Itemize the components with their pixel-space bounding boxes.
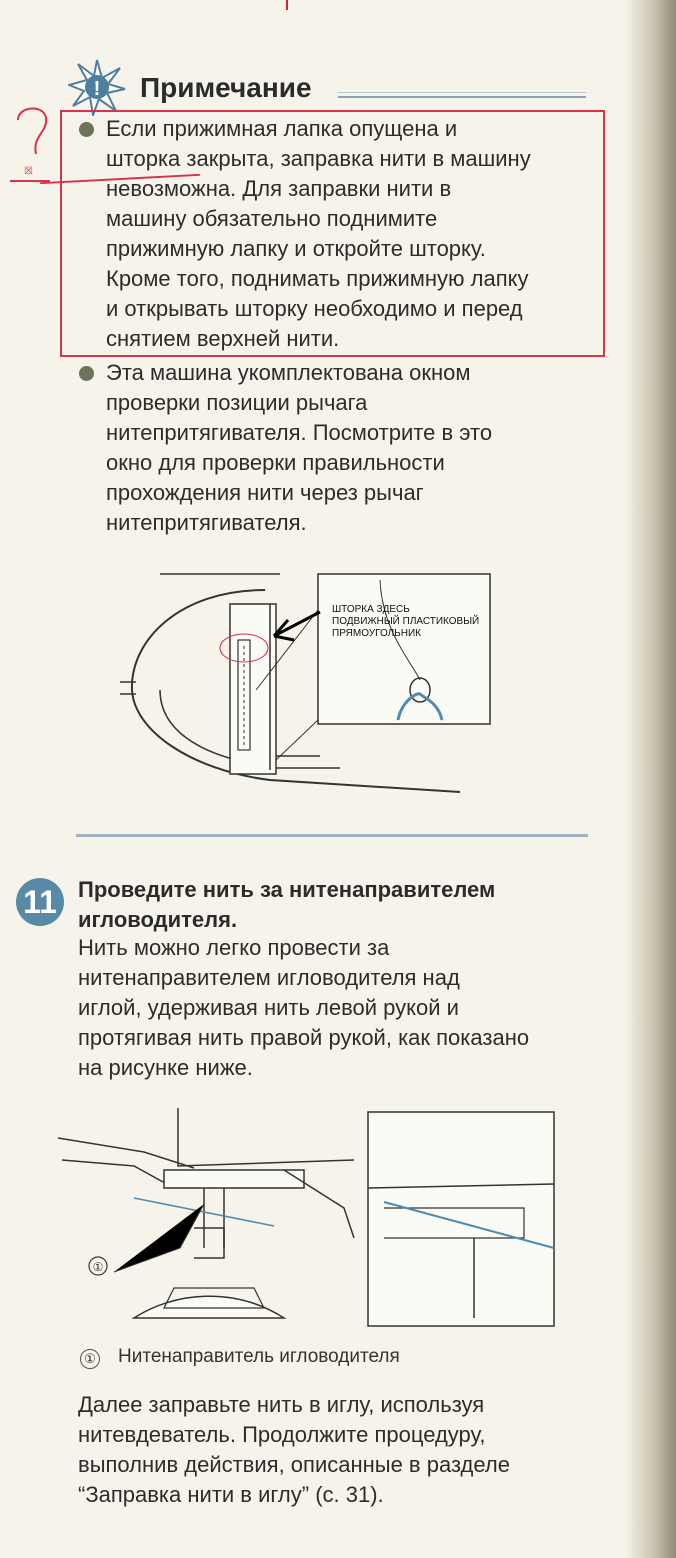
note-bullet-1: Если прижимная лапка опущена и шторка закрыта, заправка нити в машину невозможна. Для заправки нити в машину обязательно поднимите прижимную лапку и откройте шторку. Кроме того, поднимать прижимную лапку и открывать шторку необходимо и перед снятием верхней нити. xyxy=(106,116,531,351)
handwritten-question-mark xyxy=(14,102,54,187)
top-red-mark xyxy=(286,0,288,10)
bullet-dot xyxy=(79,366,94,381)
caption-number: ① xyxy=(80,1349,100,1369)
step-title: Проведите нить за нитенаправителем игловодителя. xyxy=(78,877,496,932)
section-divider xyxy=(76,834,588,837)
figure-needle-bar-guide xyxy=(54,1108,560,1334)
handwritten-annotation-label: ШТОРКА ЗДЕСЬ ПОДВИЖНЫЙ ПЛАСТИКОВЫЙ ПРЯМОУГОЛЬНИК xyxy=(332,604,480,639)
note-star-icon xyxy=(68,58,126,116)
step-body: Нить можно легко провести за нитенаправителем игловодителя над иглой, удерживая нить левой рукой и протягивая нить правой рукой, как показано на рисунке ниже. xyxy=(78,935,530,1080)
figure-callout-number: ① xyxy=(92,1260,104,1274)
red-underline-stroke-left xyxy=(10,180,50,182)
step-number-badge: 11 xyxy=(16,878,64,926)
bullet-dot xyxy=(79,122,94,137)
note-title-rule xyxy=(338,96,586,98)
page-edge-shadow xyxy=(625,0,676,1558)
note-bullet-2: Эта машина укомплектована окном проверки позиции рычага нитепритягивателя. Посмотрите в это окно для проверки правильности прохождения нити через рычаг нитепритягивателя. xyxy=(106,360,493,535)
note-title: Примечание xyxy=(140,72,312,103)
footer-instruction: Далее заправьте нить в иглу, используя нитевдеватель. Продолжите процедуру, выполнив действия, описанные в разделе “Заправка нити в иглу” (с. 31). xyxy=(78,1392,510,1507)
svg-text:☒: ☒ xyxy=(24,166,33,177)
note-title-rule-thin xyxy=(338,92,586,93)
figure-caption: Нитенаправитель игловодителя xyxy=(118,1346,400,1367)
svg-text:!: ! xyxy=(93,78,101,100)
